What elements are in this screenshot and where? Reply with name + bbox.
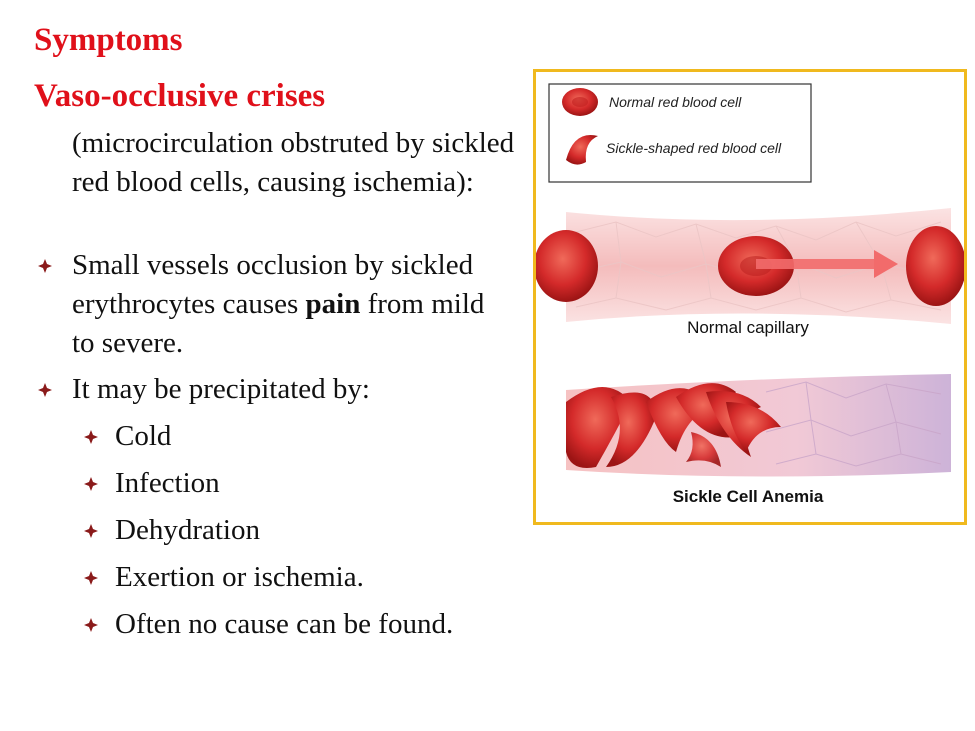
diamond-bullet-icon	[84, 571, 98, 585]
diamond-bullet-icon	[38, 259, 52, 273]
slide-title: Symptoms	[34, 22, 183, 58]
diamond-bullet-icon	[38, 383, 52, 397]
flow-arrow	[756, 259, 876, 269]
sub-bullet-item: Dehydration	[34, 511, 504, 550]
normal-cell	[906, 226, 964, 306]
normal-cell	[536, 230, 598, 302]
diamond-bullet-icon	[84, 430, 98, 444]
slide-subtitle: Vaso-occlusive crises	[34, 78, 326, 114]
sickle-cell-illustration	[533, 69, 967, 525]
legend-normal-label: Normal red blood cell	[609, 94, 742, 110]
sickle-cell-anemia-label: Sickle Cell Anemia	[672, 487, 824, 506]
diamond-bullet-icon	[84, 618, 98, 632]
sub-bullet-item: Exertion or ischemia.	[34, 558, 504, 597]
bullet-item: It may be precipitated by:	[34, 370, 504, 409]
bullet-item: Small vessels occlusion by sickled erythrocytes causes pain from mild to severe.	[34, 246, 504, 363]
sub-bullet-item: Cold	[34, 417, 504, 456]
normal-capillary-label: Normal capillary	[687, 318, 809, 337]
sub-bullet-item: Often no cause can be found.	[34, 605, 504, 644]
legend-sickle-label: Sickle-shaped red blood cell	[606, 140, 782, 156]
emphasis-pain: pain	[305, 288, 361, 320]
bullet-list	[34, 246, 504, 644]
diamond-bullet-icon	[84, 477, 98, 491]
diamond-bullet-icon	[84, 524, 98, 538]
sub-bullet-item: Infection	[34, 464, 504, 503]
description-text: (microcirculation obstruted by sickled red blood cells, causing ischemia):	[72, 127, 515, 198]
